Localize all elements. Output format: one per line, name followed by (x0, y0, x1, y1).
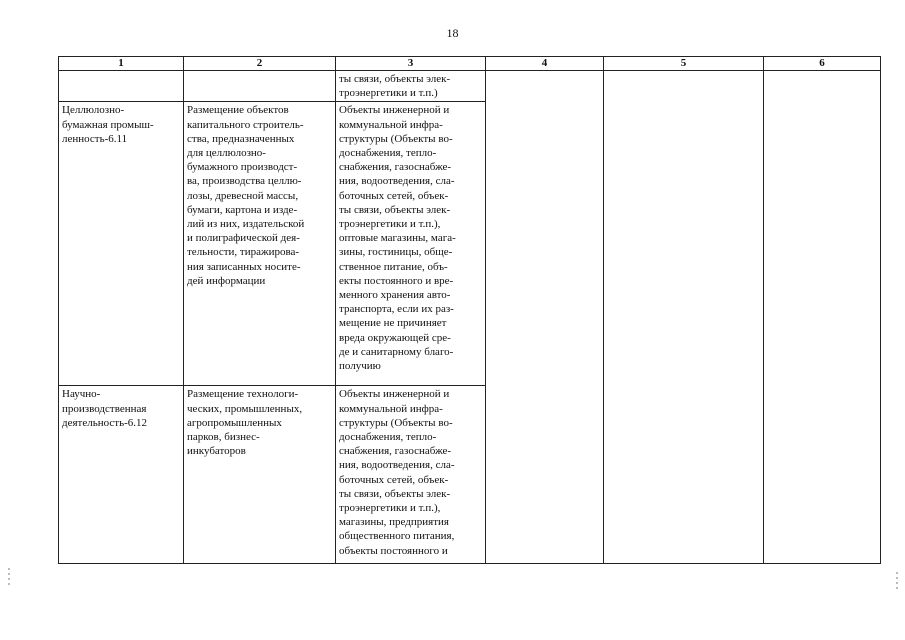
cell-text-line: Размещение технологи- (187, 388, 299, 401)
cell-text-line: боточных сетей, объек- (339, 473, 449, 486)
table-header-row (59, 57, 881, 71)
cell-text-line: зины, гостиницы, обще- (339, 246, 453, 259)
cell-text-line: ва, производства целлю- (187, 175, 302, 188)
auxiliary-uses (336, 102, 486, 386)
cell-text-line: транспорта, если их раз- (339, 303, 454, 316)
cell-text-line: бумажная промыш- (62, 118, 154, 131)
cell-text-line: екты постоянного и вре- (339, 274, 454, 287)
cell-text-line: ты связи, объекты элек- (339, 203, 451, 216)
continuation-row (59, 71, 881, 102)
scan-margin-mark-left (8, 568, 10, 588)
cell-text-line: оптовые магазины, мага- (339, 232, 456, 245)
cell-text-line: снабжения, газоснабже- (339, 445, 452, 458)
cell-text-line: ния, водоотведения, сла- (339, 175, 455, 188)
scan-margin-mark-right (896, 572, 898, 590)
cell-text-line: капитального строитель- (187, 118, 304, 131)
cell-text-line: троэнергетики и т.п.), (339, 502, 441, 515)
cell-text-line: ства, предназначенных (187, 132, 295, 145)
cell-text-line: троэнергетики и т.п.) (339, 87, 438, 100)
cell-text-line: ния, водоотведения, сла- (339, 459, 455, 472)
cell-text-line: структуры (Объекты во- (339, 416, 453, 429)
cell-text-line: производственная (62, 402, 147, 415)
cell-text-line: коммунальной инфра- (339, 118, 443, 131)
cell-text-line: получию (339, 360, 381, 373)
land-use-description (184, 102, 336, 386)
cell-text-line: лозы, древесной массы, (187, 189, 299, 202)
column-header-4: 4 (486, 57, 604, 71)
cell-text-line: магазины, предприятия (339, 516, 449, 529)
cell-text-line: и полиграфической дея- (187, 232, 300, 245)
continuation-col3 (336, 71, 486, 102)
cell-text-line: снабжения, газоснабже- (339, 161, 452, 174)
cell-text-line: структуры (Объекты во- (339, 132, 453, 145)
cell-text-line: для целлюлозно- (187, 147, 266, 160)
land-use-name (59, 102, 184, 386)
cell-text-line: ния записанных носите- (187, 260, 301, 273)
cell-text-line: боточных сетей, объек- (339, 189, 449, 202)
cell-text-line: бумаги, картона и изде- (187, 203, 298, 216)
cell-text-line: вреда окружающей сре- (339, 331, 451, 344)
cell-text-line: Целлюлозно- (62, 104, 125, 117)
cell-text-line: ческих, промышленных, (187, 402, 303, 415)
land-use-name (59, 386, 184, 564)
cell-text-line: деятельность-6.12 (62, 416, 148, 429)
cell-text-line: доснабжения, тепло- (339, 431, 437, 444)
cell-text-line: лий из них, издательской (187, 218, 305, 231)
col6-cell (764, 71, 881, 564)
cell-text-line: Объекты инженерной и (339, 388, 450, 401)
cell-text-line: ты связи, объекты элек- (339, 73, 451, 85)
column-header-3: 3 (336, 57, 486, 71)
page-number: 18 (446, 26, 459, 40)
column-header-1: 1 (59, 57, 184, 71)
cell-text-line: доснабжения, тепло- (339, 147, 437, 160)
cell-text-line: троэнергетики и т.п.), (339, 218, 441, 231)
column-header-6: 6 (764, 57, 881, 71)
cell-text-line: дей информации (187, 274, 266, 287)
cell-text-line: Объекты инженерной и (339, 104, 450, 117)
cell-text-line: тельности, тиражирова- (187, 246, 300, 259)
cell-text-line: мещение не причиняет (339, 317, 447, 330)
continuation-col1 (59, 71, 184, 102)
cell-text-line: Научно- (62, 388, 101, 401)
col4-cell (486, 71, 604, 564)
cell-text-line: Размещение объектов (187, 104, 289, 117)
cell-text-line: инкубаторов (187, 445, 246, 458)
cell-text-line: агропромышленных (187, 416, 282, 429)
cell-text-line: ты связи, объекты элек- (339, 487, 451, 500)
land-use-table (58, 56, 881, 564)
col5-cell (604, 71, 764, 564)
land-use-description (184, 386, 336, 564)
auxiliary-uses (336, 386, 486, 564)
cell-text-line: объекты постоянного и (339, 544, 448, 557)
cell-text-line: ленность-6.11 (62, 132, 128, 145)
cell-text-line: де и санитарному благо- (339, 345, 454, 358)
cell-text-line: менного хранения авто- (339, 289, 451, 302)
cell-text-line: общественного питания, (339, 530, 455, 543)
continuation-col2 (184, 71, 336, 102)
cell-text-line: коммунальной инфра- (339, 402, 443, 415)
column-header-2: 2 (184, 57, 336, 71)
cell-text-line: парков, бизнес- (187, 431, 260, 444)
column-header-5: 5 (604, 57, 764, 71)
cell-text-line: ственное питание, объ- (339, 260, 448, 273)
cell-text-line: бумажного производст- (187, 161, 298, 174)
